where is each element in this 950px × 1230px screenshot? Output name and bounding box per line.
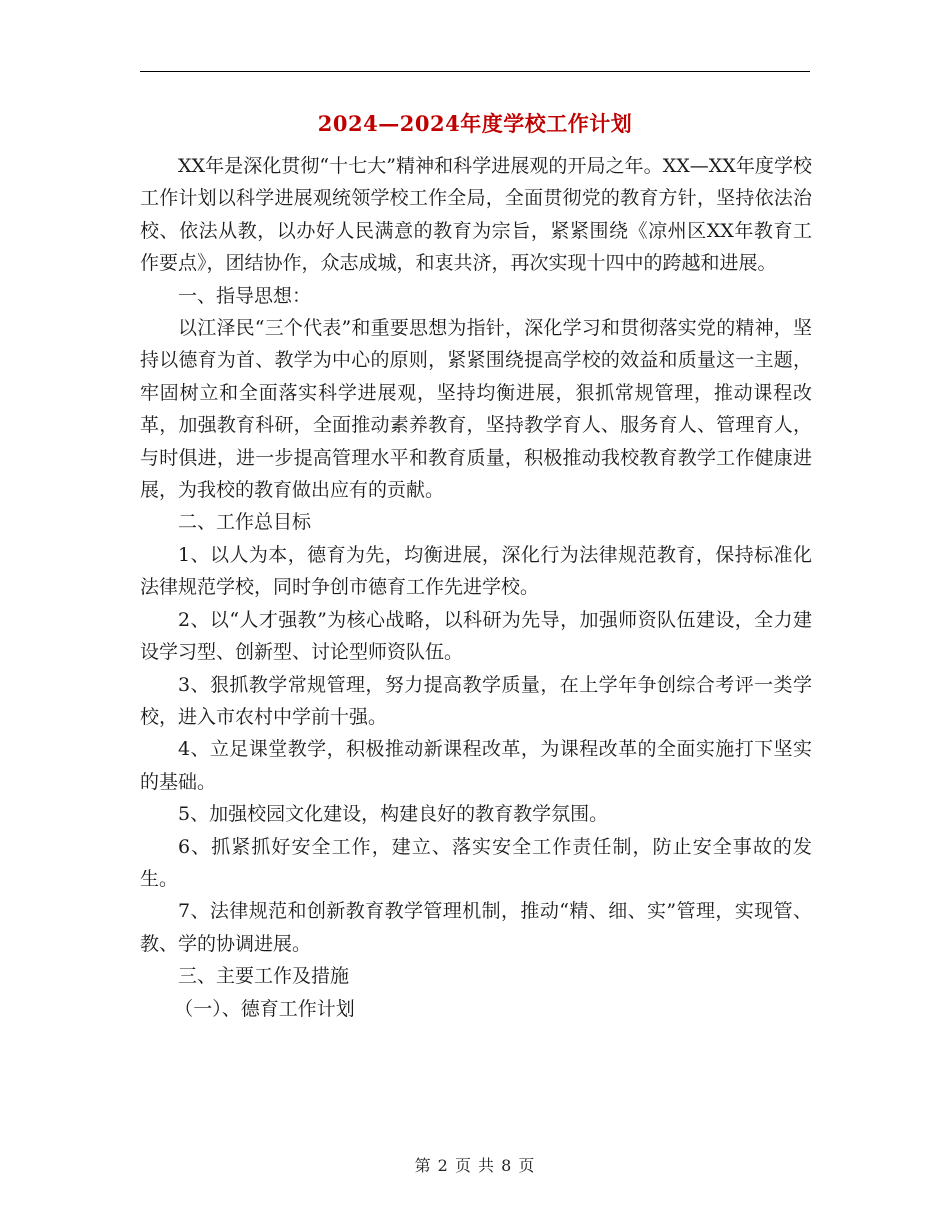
header-rule	[140, 71, 810, 72]
section-heading-overall-goals: 二、工作总目标	[178, 511, 312, 534]
goal-item-1: 1、以人为本，德育为先，均衡进展，深化行为法律规范教育，保持标准化法律规范学校，同时争创市德育工作先进学校。	[140, 543, 812, 599]
page-number: 第 2 页 共 8 页	[414, 1156, 536, 1175]
goal-item-3: 3、狠抓教学常规管理，努力提高教学质量，在上学年争创综合考评一类学校，进入市农村中学前十强。	[140, 673, 812, 728]
goal-item-7: 7、法律规范和创新教育教学管理机制，推动“精、细、实”管理，实现管、教、学的协调进展。	[140, 900, 812, 955]
goal-item-5: 5、加强校园文化建设，构建良好的教育教学氛围。	[178, 803, 609, 826]
subsection-heading-moral-education: （一）、德育工作计划	[174, 997, 355, 1020]
goal-item-4: 4、立足课堂教学，积极推动新课程改革，为课程改革的全面实施打下坚实的基础。	[140, 738, 812, 793]
intro-paragraph: XX年是深化贯彻“十七大”精神和科学进展观的开局之年。XX—XX年度学校工作计划以科学进展观统领学校工作全局，全面贯彻党的教育方针，坚持依法治校、依法从教，以办好人民满意的教育为宗旨，紧紧围绕《凉州区XX年教育工作要点》，团结协作，众志成城，和衷共济，再次实现十四中的跨越和进展。	[140, 155, 812, 275]
section-heading-guiding-ideology: 一、指导思想：	[178, 284, 312, 307]
document-body	[140, 150, 812, 1025]
goal-item-2: 2、以“人才强教”为核心战略，以科研为先导，加强师资队伍建设，全力建设学习型、创新型、讨论型师资队伍。	[140, 608, 812, 664]
section-heading-main-work: 三、主要工作及措施	[178, 965, 350, 988]
goal-item-6: 6、抓紧抓好安全工作，建立、落实安全工作责任制，防止安全事故的发生。	[140, 835, 812, 890]
guiding-ideology-paragraph: 以江泽民“三个代表”和重要思想为指针，深化学习和贯彻落实党的精神，坚持以德育为首、教学为中心的原则，紧紧围绕提高学校的效益和质量这一主题，牢固树立和全面落实科学进展观，坚持均衡进展，狠抓常规管理，推动课程改革，加强教育科研，全面推动素养教育，坚持教学育人、服务育人、管理育人，与时俱进，进一步提高管理水平和教育质量，积极推动我校教育教学工作健康进展，为我校的教育做出应有的贡献。	[140, 317, 812, 502]
document-title: 2024—2024年度学校工作计划	[317, 111, 633, 136]
